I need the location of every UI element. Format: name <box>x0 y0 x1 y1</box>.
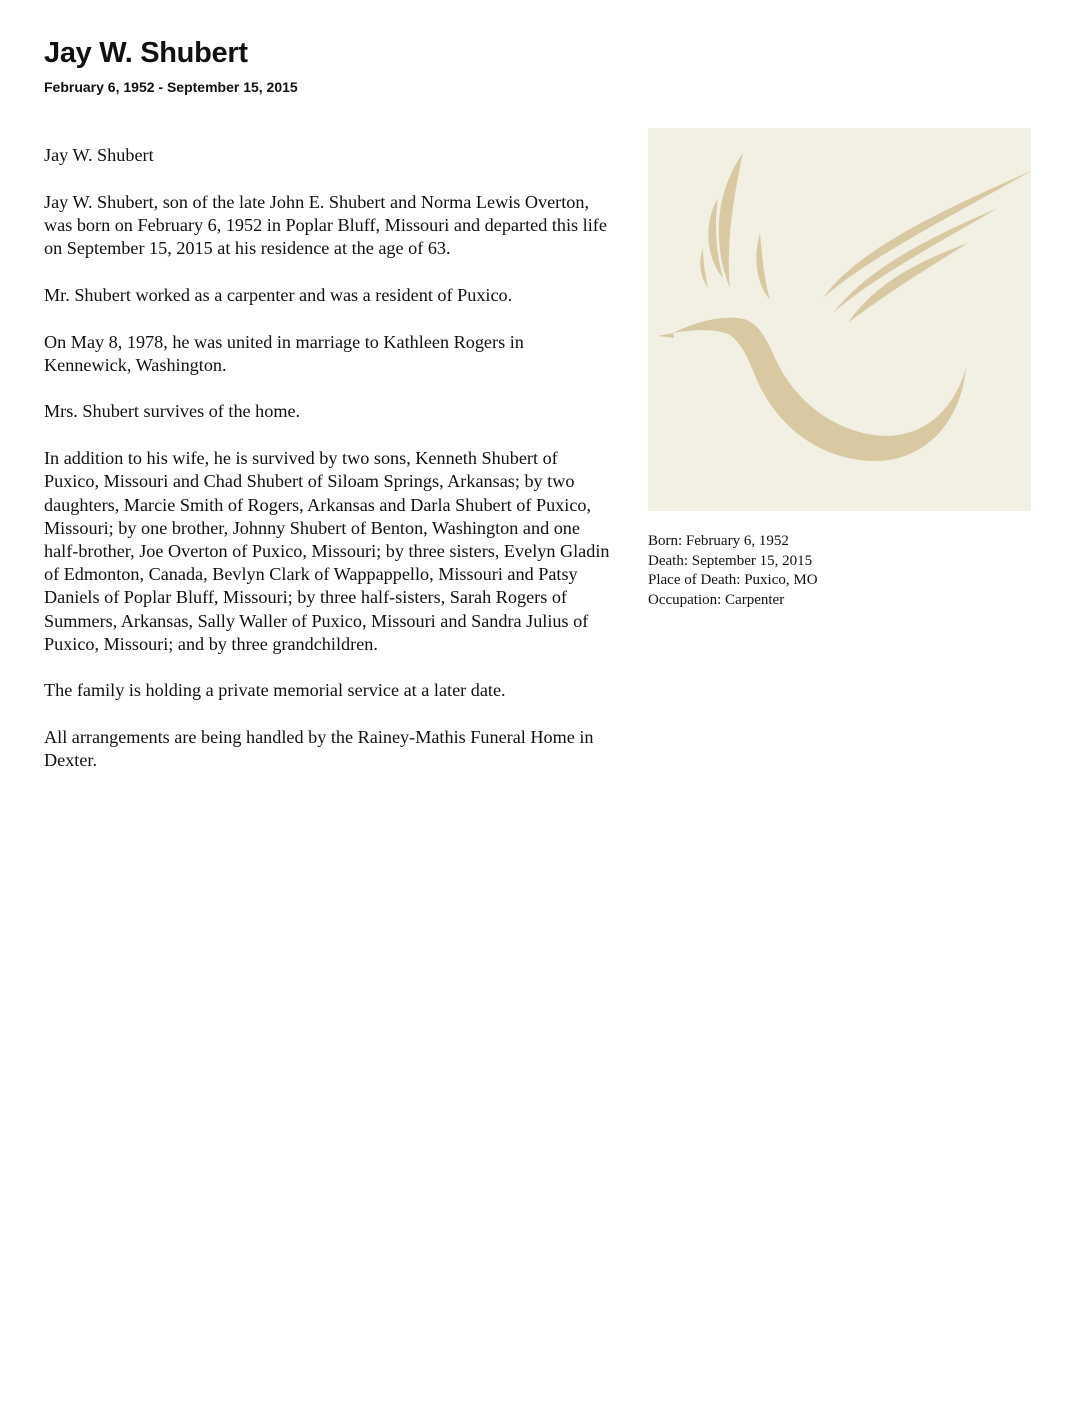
obituary-paragraph: Mrs. Shubert survives of the home. <box>44 401 301 422</box>
vital-facts <box>648 532 818 610</box>
obituary-paragraph: On May 8, 1978, he was united in marriage to Kathleen Rogers in Kennewick, Washington. <box>44 331 524 375</box>
page-title: Jay W. Shubert <box>44 37 248 69</box>
life-dates: February 6, 1952 - September 15, 2015 <box>44 79 298 95</box>
occupation: Occupation: Carpenter <box>648 591 785 608</box>
born-date: Born: February 6, 1952 <box>648 533 789 549</box>
obituary-paragraph: All arrangements are being handled by the Rainey-Mathis Funeral Home in Dexter. <box>44 727 594 771</box>
obituary-header <box>44 36 298 96</box>
obituary-paragraph: Jay W. Shubert <box>44 145 154 165</box>
place-of-death: Place of Death: Puxico, MO <box>648 572 818 588</box>
obituary-paragraph: The family is holding a private memorial service at a later date. <box>44 680 506 701</box>
obituary-paragraph: Mr. Shubert worked as a carpenter and was a resident of Puxico. <box>44 284 513 305</box>
dove-icon <box>648 128 1031 511</box>
obituary-photo <box>648 128 1031 511</box>
death-date: Death: September 15, 2015 <box>648 552 813 569</box>
obituary-paragraph: In addition to his wife, he is survived by two sons, Kenneth Shubert of Puxico, Missouri and Chad Shubert of Siloam Springs, Arkansas; by two daughters, Marcie Smith of Rogers, Arkansas and Darla Shubert of Puxico, Missouri; by one brother, Johnny Shubert of Benton, Washington and one half-brother, Joe Overton of Puxico, Missouri; by three sisters, Evelyn Gladin of Edmonton, Canada, Bevlyn Clark of Wappappello, Missouri and Patsy Daniels of Poplar Bluff, Missouri; by three half-sisters, Sarah Rogers of Summers, Arkansas, Sally Waller of Puxico, Missouri and Sandra Julius of Puxico, Missouri; and by three grandchildren. <box>44 448 610 654</box>
obituary-paragraph: Jay W. Shubert, son of the late John E. Shubert and Norma Lewis Overton, was born on February 6, 1952 in Poplar Bluff, Missouri and departed this life on September 15, 2015 at his residence at the age of 63. <box>44 191 607 259</box>
obituary-text <box>44 144 614 796</box>
